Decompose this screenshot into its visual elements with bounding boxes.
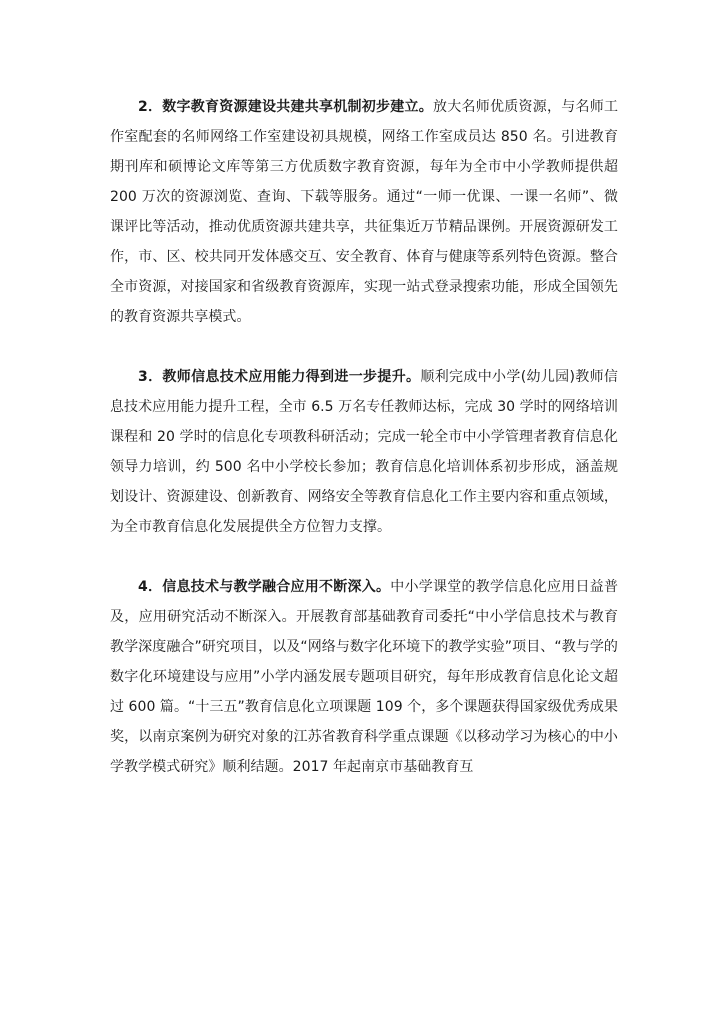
paragraph-resource-sharing [110,92,618,332]
paragraph-teaching-integration [110,572,618,782]
paragraph-body: 放大名师优质资源，与名师工作室配套的名师网络工作室建设初具规模，网络工作室成员达 850 名。引进教育期刊库和硕博论文库等第三方优质数字教育资源，每年为全市中小学教师提供超 200 万次的资源浏览、查询、下载等服务。通过“一师一优课、一课一名师”、微课评比等活动，推动优质资源共建共享，共征集近万节精品课例。开展资源研发工作，市、区、校共同开发体感交互、安全教育、体育与健康等系列特色资源。整合全市资源，对接国家和省级教育资源库，实现一站式登录搜索功能，形成全国领先的教育资源共享模式。 [110,99,618,325]
paragraph-body: 中小学课堂的教学信息化应用日益普及，应用研究活动不断深入。开展教育部基础教育司委托“中小学信息技术与教育教学深度融合”研究项目，以及“网络与数字化环境下的教学实验”项目、“教与学的数字化环境建设与应用”小学内涵发展专题项目研究，每年形成教育信息化论文超过 600 篇。“十三五”教育信息化立项课题 109 个，多个课题获得国家级优秀成果奖，以南京案例为研究对象的江苏省教育科学重点课题《以移动学习为核心的中小学教学模式研究》顺利结题。2017 年起南京市基础教育互 [110,579,618,775]
paragraph-teacher-ability [110,362,618,542]
paragraph-heading: 4．信息技术与教学融合应用不断深入。 [138,579,391,595]
paragraph-heading: 3．教师信息技术应用能力得到进一步提升。 [138,369,421,385]
document-page [110,92,618,812]
paragraph-body: 顺利完成中小学(幼儿园)教师信息技术应用能力提升工程，全市 6.5 万名专任教师达标，完成 30 学时的网络培训课程和 20 学时的信息化专项教科研活动；完成一轮全市中小学管理者教育信息化领导力培训，约 500 名中小学校长参加；教育信息化培训体系初步形成，涵盖规划设计、资源建设、创新教育、网络安全等教育信息化工作主要内容和重点领域，为全市教育信息化发展提供全方位智力支撑。 [110,369,618,535]
paragraph-heading: 2．数字教育资源建设共建共享机制初步建立。 [138,99,433,115]
